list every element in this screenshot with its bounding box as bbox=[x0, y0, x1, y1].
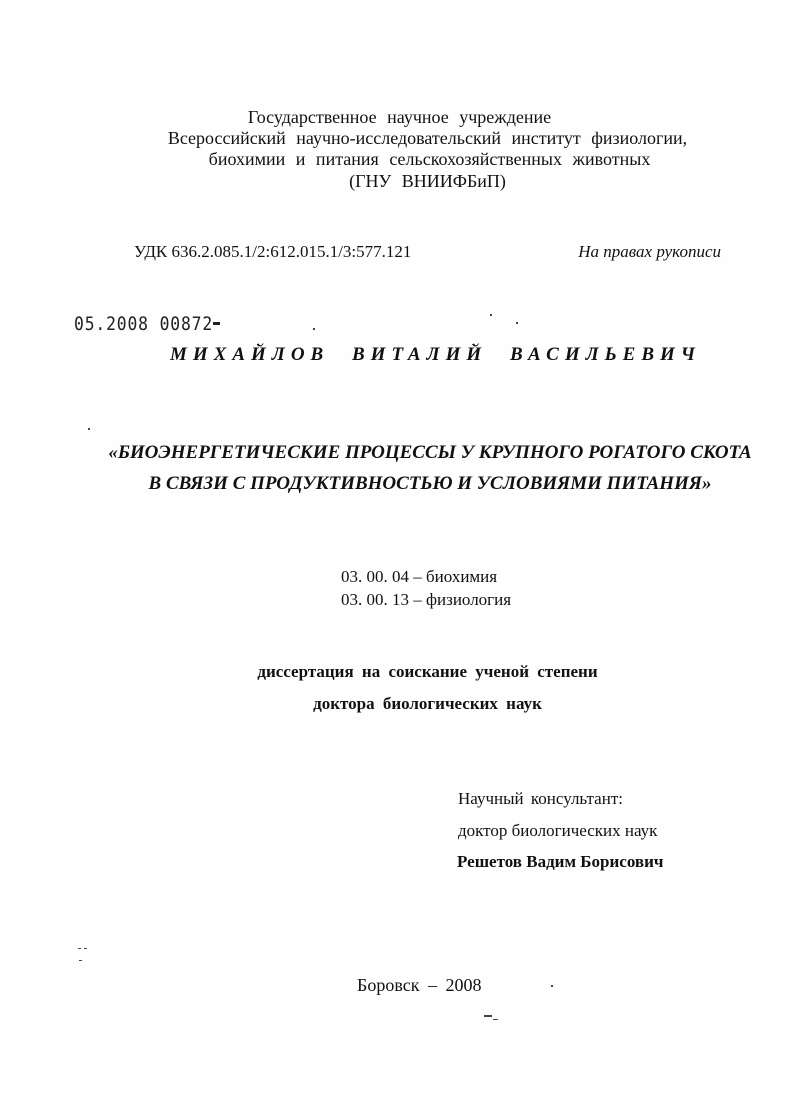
institution-line-1: Государственное научное учреждение bbox=[247, 107, 552, 127]
specialty-biochemistry: 03. 00. 04 – биохимия bbox=[341, 567, 498, 586]
institution-abbreviation: (ГНУ ВНИИФБиП) bbox=[349, 171, 506, 191]
author-surname: МИХАЙЛОВ bbox=[170, 344, 330, 365]
scan-speck bbox=[493, 1019, 498, 1020]
scan-speck bbox=[484, 1015, 492, 1017]
author-name: ВИТАЛИЙ bbox=[352, 344, 488, 365]
scan-speck bbox=[78, 948, 81, 949]
dissertation-title: «БИОЭНЕРГЕТИЧЕСКИЕ ПРОЦЕССЫ У КРУПНОГО РОГАТОГО СКОТА В СВЯЗИ С ПРОДУКТИВНОСТЬЮ И УСЛОВИЯМИ ПИТАНИЯ» bbox=[108, 442, 752, 494]
institution-line-3: биохимии и питания сельскохозяйственных животных bbox=[208, 149, 651, 169]
scan-speck bbox=[79, 960, 82, 961]
udc-code: УДК 636.2.085.1/2:612.015.1/3:577.121 bbox=[134, 242, 412, 261]
consultant-label: Научный консультант: bbox=[458, 789, 623, 808]
institution-line-2: Всероссийский научно-исследовательский институт физиологии, bbox=[167, 128, 688, 148]
scan-speck bbox=[490, 314, 492, 316]
consultant-name: Решетов Вадим Борисович bbox=[457, 852, 664, 871]
degree-line-2: доктора биологических наук bbox=[313, 694, 542, 713]
consultant-degree: доктор биологических наук bbox=[458, 821, 658, 840]
scan-speck bbox=[313, 328, 315, 330]
manuscript-rights-note: На правах рукописи bbox=[578, 242, 721, 261]
stamp-dash bbox=[213, 322, 220, 325]
scan-speck bbox=[551, 985, 553, 987]
author-patronymic: ВАСИЛЬЕВИЧ bbox=[510, 344, 702, 365]
scan-speck bbox=[516, 322, 518, 324]
scan-speck bbox=[84, 948, 87, 949]
library-stamp-number: 05.2008 00872 bbox=[74, 313, 214, 335]
specialty-physiology: 03. 00. 13 – физиология bbox=[341, 590, 512, 609]
place-and-year: Боровск – 2008 bbox=[357, 975, 482, 995]
scan-speck bbox=[88, 428, 90, 430]
degree-line-1: диссертация на соискание ученой степени bbox=[257, 662, 598, 681]
